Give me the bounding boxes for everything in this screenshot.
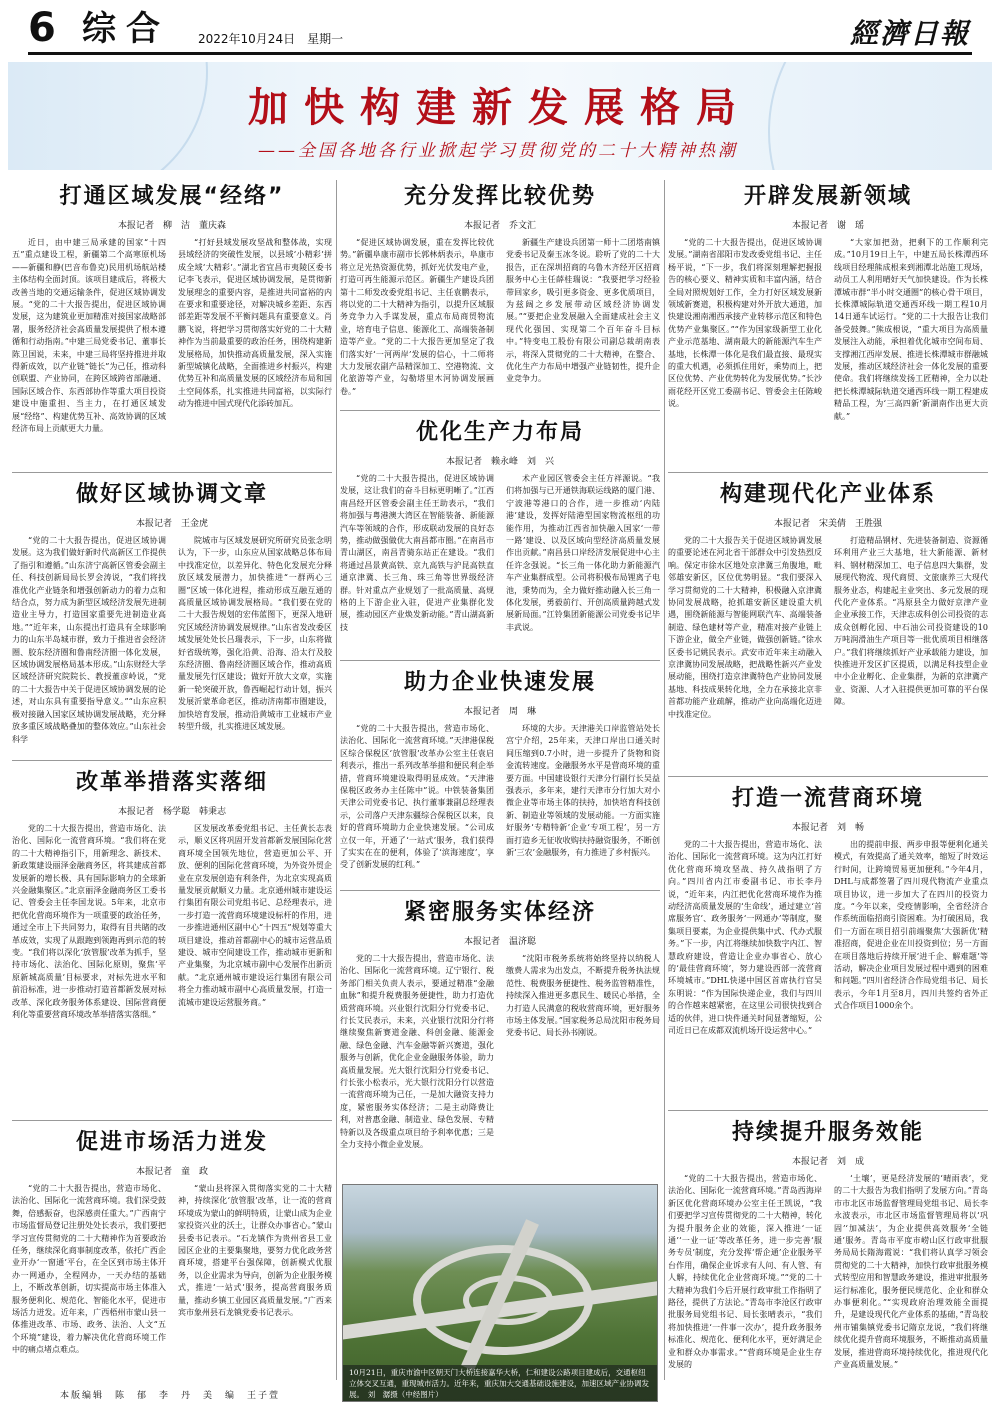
masthead-rule	[28, 52, 972, 55]
banner-title: 加快构建新发展格局	[248, 85, 752, 131]
photo-caption: 10月21日，重庆市渝中区朝天门大桥连接嘉华大桥，仁和建设公路项目建成后，交通枢纽立体交叉互通，重现城市活力。近年来，重庆加大交通基础设施建设，加速区域产业协调发展。 刘 潺摄（中经图片）	[343, 1365, 657, 1401]
article-byline: 本报记者 谢 瑶	[791, 221, 864, 231]
article-byline: 本报记者 童 政	[135, 1167, 208, 1177]
article-byline: 本报记者 赖永峰 刘 兴	[445, 457, 554, 467]
article-byline: 本报记者 宋美倩 王胜强	[773, 519, 882, 529]
issue-date: 2022年10月24日 星期一	[198, 32, 344, 46]
article-text: 近日，由中建三局承建的国家“十四五”重点建设工程，新疆第二个高寒原机场——新疆和静(巴音布鲁克)民用机场航站楼主体结构全面封顶。该项目建成后，将极大改善当地的交通运输条件，促进区域协调发展。“党的二十大报告提出，促进区域协调发展，这为建筑业更加精准对接国家战略部署，服务经济社会高质量发展提供了根本遵循和行动指南。”中建三局党委书记、董事长陈卫国说，未来，中建三局将坚持推进并取得新成效，以产业链“链长”为己任，推动科创联盟、产业协同，在跨区域跨省部融通、国际区域合作、东西部协作等重大项目投资建设中施重担、当主力，在打通区域发展“经络”、构建优势互补、高效协调的区域经济布局上贡献更大力量。	[12, 238, 166, 434]
newspaper-logo: 經濟日報	[849, 17, 970, 50]
article-market-vitality	[12, 1128, 332, 1382]
row-divider	[668, 472, 988, 473]
article-text: “大家加把劲，把剩下的工作顺利完成。”10月19日上午，中建五局长株潭西环线项目经理熊成根来到湘潭北站施工现场，动员工人利用晴好天气加快建设。作为长株潭城市群“半小时交通圈”的核心骨干项目，长株潭城际轨道交通西环线一期工程10月14日通车试运行。“党的二十大报告让我们备受鼓舞。”熊成根说，“重大项目为高质量发展注入动能，承担着优化城市空间布局、支撑湘江西岸发展、推进长株潭城市群融城发展，推动区域经济社会一体化发展的重要使命。我们将继续发扬工匠精神，全力以赴把长株潭城际轨道交通西环线一期工程建成精品工程，为‘三高四新’新湖南作出更大贡献。”	[834, 238, 988, 421]
article-modern-industry	[668, 480, 988, 772]
article-text: 区发展改革委党组书记、主任黄长志表示，顺义区将巩固开发首都新发展国际化营商环境全国领先地位，营造更加公平、开放、便利的国际化营商环境，为外资外贸企业在京发展创造有利条件，为北京实现高质量发展贡献顺义力量。北京通州城市建设运行集团有限公司党组书记、总经理表示，进一步打造一流营商环境建设标杆的作用，进一步推进通州区副中心“十四五”规划等重大项目建设，推动首都副中心的城市运营品质建设、城市空间建设工作，推动城市更新和产业集聚，为北京城市副中心发展作出新贡献。“北京通州城市建设运行集团有限公司将全力推动城市副中心高质量发展，打造一流城市建设运营服务商。”	[178, 824, 332, 1007]
article-title: 优化生产力布局	[415, 420, 584, 445]
article-text: 新疆生产建设兵团第一师十二团塔南镇党委书记及秦玉冰冬说。聆听了党的二十大报告，正在深圳招商的乌鲁木齐经开区招商服务中心主任薛桂瑞说：“我要把学习经验带回家乡，吸引更多资金、更多优质项目，为兹阔之乡发展带动区域经济协调发展。”“要把企业发展融入全面建成社会主义现代化强国、实现第二个百年奋斗目标中。”特变电工股份有限公司副总裁胡南表示，将深入贯彻党的二十大精神，在整合、优化生产力布局中增强产业链韧性，提升企业竞争力。	[506, 238, 660, 384]
row-divider	[12, 472, 332, 473]
article-title: 开辟发展新领域	[743, 184, 912, 209]
article-title: 持续提升服务效能	[731, 1120, 924, 1145]
article-text: 党的二十大报告提出，营造市场化、法治化、国际化一流营商环境。“我们将在党的二十大精神指引下，用新理念、新技术、新政策建设丽泽金融商务区，将其建成首都发展新的增长极、具有国际影响力的全球新兴金融集聚区。”北京丽泽金融商务区工委书记、管委会主任李国龙说。5年来，北京市把优化营商环境作为一项重要的政治任务，通过全市上下共同努力，取得有目共睹的改革成效，实现了从跟跑到领跑再到示范的转变。“我们将以深化‘放管服’改革为抓手，坚持市场化、法治化、国际化原则，聚焦‘平原新城高质量’目标要求，对标先进水平和前沿标准，进一步推动打造首都新发展对标改革、深化政务服务体系建设、国际营商便利化等重要营商环境改革举措落实落细。”	[12, 824, 166, 1020]
article-regional-development	[12, 182, 332, 468]
article-byline: 本报记者 柳 洁 董庆森	[117, 221, 226, 231]
article-real-economy	[340, 898, 660, 1178]
article-regional-coordination	[12, 480, 332, 756]
banner-subtitle: ——全国各地各行业掀起学习贯彻党的二十大精神热潮	[258, 141, 738, 161]
section-name: 综合	[82, 9, 170, 49]
article-byline: 本报记者 乔文汇	[463, 221, 536, 231]
article-new-fields	[668, 182, 988, 468]
article-text: 术产业园区管委会主任方祥源说。“我们将加强与已开通铁海联运线路的厦门港、宁波港等港口的合作，进一步推动‘内陆港’建设，发挥好陆港型国家物流枢纽的功能作用，为推动江西省加快融入国家‘一带一路’建设、以及区域向型经济高质量发展作出贡献。”南昌县口岸经济发展促进中心主任许念强说。“长三角一体化助力新能源汽车产业集群成型。公司将积极布局锂离子电池，秉势而为，全力做好推动融入长三角一体化发展，勇毅前行、开创高质量跨越式发展新局面。”江铃集团新能源公司党委书记毕丰武说。	[506, 474, 660, 632]
column-divider	[664, 180, 665, 1380]
article-text: “党的二十大报告提出，促进区域协调发展。”湖南省邵阳市发改委党组书记、主任杨平说，“下一步，我们将深刻理解把握报告的核心要义、精神实质和丰富内涵，结合全局对照规划好工作，全力打好区域发展新领域新赛道，积极构建对外开放大通道，加快建设湘南湘西承接产业转移示范区和特色优势产业集聚区。”“作为国家级新型工业化产业示范基地、湖南最大的新能源汽车生产基地，长株潭一体化是我们最直接、最现实的重大机遇，必须抓住用好，乘势而上，把区位优势、产业优势转化为发展优势。”长沙雨花经开区党工委副书记、管委会主任陈峻说。	[668, 238, 822, 409]
article-text: 打造精品钢材、先进装备制造、资源循环利用产业三大基地，壮大新能源、新材料、钢材精深加工、电子信息四大集群，发展现代物流、现代商贸、文旅康养三大现代服务业态，构建起主业突出、多元发展的现代化产业体系。“冯原县全力做好京津产业企业承接工作，天津志成科创公司投资的志成众创孵化园、中石油公司投资建设的10万吨润滑油生产项目等一批优质项目相继落户。”我们将继续抓好产业承载能力建设，加快推进开发区扩区提质，以满足科技型企业中小企业孵化、企业集群，为新的京津冀产业、资源、人才入驻提供更加可靠的平台保障。	[834, 536, 988, 707]
row-divider	[12, 1120, 332, 1121]
news-photo	[342, 1184, 658, 1402]
article-text: “促进区域协调发展，重在发挥比较优势。”新疆阜康市副市长郭林炳表示，阜康市将立足光热资源优势，抓好光伏发电产业，打造可再生能源示范区。新疆生产建设兵团第十二师发改委党组书记、主任袁鹏表示，将以党的二十大精神为指引，以提升区域服务竞争力入手谋发展，重点布局商贸物流业，培育电子信息、能源化工、高端装备制造等产业。“党的二十大报告更加坚定了我们落实好‘一河两岸’发展的信心，十二师将大力发展农副产品精深加工、空港物流、文化旅游等产业，勾勒塔里木河协调发展画卷。”	[340, 238, 494, 396]
article-text: 出的提前申报、两步申报等便利化通关模式，有效提高了通关效率，缩短了时效运行时间，让跨境贸易更加便利。”今年4月，DHL与成都签署了四川现代物流产业重点项目协议，进一步加大了在四川的投资力度。“今年以来，受疫情影响，全省经济合作系统面临招商引资困难。为打破困局，我们一方面在项目招引前端聚焦‘大强新优’精准招商，促进企业在川投资到位；另一方面在项目落地后持续开展‘进千企、解难题’等活动，解决企业项目发展过程中遇到的困难和问题。”四川省经济合作局党组书记、局长表示，今年1月至8月，四川共签约省外正式合作项目1000余个。	[834, 840, 988, 1011]
row-divider	[340, 660, 660, 661]
row-divider	[668, 1110, 988, 1111]
article-text: 党的二十大报告关于促进区域协调发展的重要论述在河北省干部群众中引发热烈反响。保定市徐水区地处京津冀三角腹地，毗邻雄安新区，区位优势明显。“我们要深入学习贯彻党的二十大精神，积极融入京津冀协同发展战略，抢抓雄安新区建设重大机遇，围绕新能源与智能网联汽车、高端装备制造、绿色建材等产业，精准对接产业链上下游企业，做全产业链，做强创新链。”徐水区委书记姚民表示。武安市近年来主动融入京津冀协同发展战略，把战略性新兴产业发展动能，围绕打造京津冀特色产业协同发展基地、科技成果转化地，全力在承接北京非首都功能产业疏解，推动产业向高端化迈进中找准定位。	[668, 536, 822, 719]
article-title: 促进市场活力迸发	[75, 1130, 268, 1155]
article-byline: 本报记者 周 琳	[463, 707, 536, 717]
article-text: “党的二十大报告提出，促进区域协调发展，这让我们的奋斗目标更明晰了。”江西南昌经开区管委会副主任王助表示，“我们将加强与粤港澳大湾区在智能装备、新能源汽车等领域的合作，形成联动发展的良好态势，推动做强做优大南昌都市圈。”在南昌市青山湖区，南昌青骑东站正在建设。“我们将通过昌景黄高铁、京九高铁与沪昆高铁直通京津冀、长三角、珠三角等世界级经济群。针对重点产业规划了一批高质量、高规格的上下游企业入驻，促进产业集群化发展，推动园区产业焕发新动能。”青山湖高新技	[340, 474, 494, 632]
article-reform-measures	[12, 768, 332, 1114]
article-text: ‘土壤’，更是经济发展的‘晴雨表’，党的二十大报告为我们指明了发展方向。”青岛市市北区市场监督管理局党组书记、局长李永波表示，市北区市场监督管理局将以‘巩固’‘加减法’，为企业提供高效服务‘全链通’服务。青岛市平度市崂山区行政审批服务局局长隋海霞说：“我们将认真学习领会贯彻党的二十大精神，加快行政审批服务模式转型应用和智慧政务建设，推进审批服务运行标准化，服务便民规范化、企业和群众办事便利化。”“实现政府治理效能全面提升，是建设现代化产业体系的基础，”青岛胶州市铺集镇党委书记隋京龙说，“我们将继续优化提升营商环境服务，不断推动高质量发展，推进营商环境持续优化，推进现代化产业高质量发展。”	[834, 1174, 988, 1370]
article-text: 党的二十大报告提出，营造市场化、法治化、国际化一流营商环境。辽宁银行、税务部门相关负责人表示，要通过精准“金融血脉”和提升税费服务便捷性，助力打造优质营商环境。兴业银行沈阳分行党委书记、行长艾民表示，未来，兴业银行沈阳分行将继续聚焦新赛道金融、科创金融、能源金融、绿色金融、汽车金融等新兴赛道，强化服务与创新，优化企业金融服务体验，助力高质量发展。光大银行沈阳分行党委书记、行长张小松表示，光大银行沈阳分行以营造一流营商环境为己任，一是加大融资支持力度，紧密服务实体经济；二是主动降费让利，对普惠金融、制造业、绿色发展、专精特新以及各级重点项目给予利率优惠；三是全力支持小微企业发展。	[340, 954, 494, 1150]
article-text: “蒙山县将深入贯彻落实党的二十大精神，持续深化‘放管服’改革，让一流的营商环境成为蒙山的鲜明特质，让蒙山成为企业家投资兴业的沃土，让群众办事省心。”蒙山县委书记表示。“石龙镇作为贵州省县工业园区企业的主要集聚地，要努力优化政务营商环境，搭建平台强保障，创新模式优服务，以企业需求为导向，创新为企业服务模式，推进‘一站式’服务，提高营商服务质量，推动乡镇工业园区高质量发展。”广西来宾市象州县石龙镇党委书记表示。	[178, 1184, 332, 1318]
article-title: 做好区域协调文章	[75, 482, 268, 507]
article-text: 环境的大步。天津港关口岸监管站处长宫宁介绍，25年来，天津口岸出口通关时间压缩到0.7小时，进一步提升了货物和资金流转速度。金融服务水平是营商环境的重要方面。中国建设银行天津分行副行长吴益强表示，多年来，建行天津市分行加大对小微企业等市场主体的扶持，加快培育科技创新、制造业等领域的发展动能。一方面实施好服务‘专精特新’企业‘专项工程’，另一方面打造乡无征收收购扶持融资服务，不断创新‘三农’金融服务，有力推进了乡村振兴。	[506, 724, 660, 858]
article-productivity-layout	[340, 418, 660, 656]
article-text: “党的二十大报告提出，营造市场化、法治化、国际化一流营商环境。”青岛西海岸新区优化营商环境办公室主任王凯说，“我们要把学习宣传贯彻党的二十大精神，转化为提升服务企业的效能，深入推进‘一证通’‘一业一证’等改革任务，进一步完善‘服务专员’制度，充分发挥‘帮企通’企业服务平台作用，确保企业诉求有人问、有人管、有人解，持续优化企业营商环境。”“党的二十大精神为我们今后开展行政审批工作指明了路径，提供了方法论。”青岛市李沧区行政审批服务局党组书记、局长张晴表示，“我们将加快推进‘一件事一次办’，提升政务服务标准化、规范化、便利化水平，更好满足企业和群众办事需求。”“营商环境是企业生存发展的	[668, 1174, 822, 1370]
article-byline: 本报记者 刘 成	[791, 1157, 864, 1167]
editor-credits: 本版编辑 陈 郁 李 丹 美 编 王子萱	[60, 1391, 281, 1401]
article-byline: 本报记者 刘 畅	[791, 823, 864, 833]
article-title: 充分发挥比较优势	[403, 184, 596, 209]
article-text: “党的二十大报告提出，营造市场化、法治化、国际化一流营商环境。”天津港保税区综合保税区‘放管服’改革办公室主任袁启利表示，推出一系列改革举措和便民利企举措，营商环境建设取得明显成效。“天津港保税区政务办主任陈中”说。中铁装备集团天津公司党委书记、执行董事兼副总经理表示，公司落户天津东疆综合保税区以来，良好的营商环境助力企业快速发展。“公司成立仅一年，开通了‘一站式’服务，我们获得了实实在在的便利，体验了‘滨海速度’，享受了创新发展的红利。”	[340, 724, 494, 870]
article-title: 打通区域发展“经络”	[59, 184, 285, 209]
article-text: “打好县域发展攻坚战和整体战，实现县域经济的突破性发展，以县域‘小精彩’拼成全域‘大精彩’。”湖北省宜昌市夷陵区委书记李飞表示，促进区域协调发展，是贯彻新发展理念的重要内容，是推进共同富裕的内在要求和重要途径，对解决城乡差距、东西部差距等发展不平衡问题具有重要意义。肖鹏飞说，将把学习贯彻落实好党的二十大精神作为当前最重要的政治任务，围绕构建新发展格局，加快推动高质量发展，深入实施新型城镇化战略，全面推进乡村振兴，构建优势互补和高质量发展的区域经济布局和国土空间体系，扎实推进共同富裕，以实际行动为推进中国式现代化添砖加瓦。	[178, 238, 332, 409]
article-enterprise-growth	[340, 668, 660, 886]
row-divider	[668, 776, 988, 777]
article-text: “沈阳市税务系统将始终坚持以纳税人缴费人需求为出发点，不断提升税务执法规范性、税费服务便捷性、税务监管精准性，持续深入推进更多惠民生、暖民心举措，全力打造人民满意的税收营商环境，更好服务市场主体发展。”国家税务总局沈阳市税务局党委书记、局长孙书刚说。	[506, 954, 660, 1038]
row-divider	[340, 410, 660, 411]
row-divider	[340, 890, 660, 891]
column-divider	[336, 180, 337, 1380]
row-divider	[12, 760, 332, 761]
article-byline: 本报记者 温济聪	[463, 937, 536, 947]
article-title: 紧密服务实体经济	[403, 900, 596, 925]
masthead	[0, 0, 1000, 58]
feature-banner	[8, 62, 992, 170]
article-byline: 本报记者 王金虎	[135, 519, 208, 529]
article-comparative-advantage	[340, 182, 660, 406]
article-title: 改革举措落实落细	[75, 770, 268, 795]
article-text: “党的二十大报告提出，促进区域协调发展。这为我们做好新时代高新区工作提供了指引和遵循。”山东济宁高新区管委会副主任、科技创新局局长罗会涛说，“我们将找准优化产业链条和增强创新动力的着力点和结合点，努力成为新型区域经济发展先进制造业主导力，打造国家重要先进制造业高地。”“近年来，山东提出打造具有全球影响力的山东半岛城市群，致力于推进省会经济圈、胶东经济圈和鲁南经济圈一体化发展，区域协调发展格局基本形成。”山东财经大学区域经济研究院院长、教授董彦岭说，“党的二十大报告中关于促进区域协调发展的论述，对山东具有重要指导意义。”“山东应积极对接融入国家区域协调发展战略，充分释放多重区域战略叠加的整体效应。”山东社会科学	[12, 536, 166, 744]
article-text: 党的二十大报告提出，营造市场化、法治化、国际化一流营商环境。这为内江打好优化营商环境攻坚战、持久战指明了方向。”四川省内江市委副书记、市长李丹说，“近年来，内江把优化营商环境作为推动经济高质量发展的‘生命线’，通过建立‘首席服务官’、政务服务‘一网通办’等制度，聚集项目要素，为企业提供集中式、代办式服务。”下一步，内江将继续加快数字内江、智慧政府建设，营造让企业办事省心、放心的‘最佳营商环境’，努力建设西部一流营商环境城市。”DHL快递中国区首席执行官吴东明说：“作为国际快递企业，我们与四川的合作越来越紧密，在这里公司很快找到合适的伙伴，进口快件通关时间显著缩短，公司近日已在成都双流机场开设运营中心。”	[668, 840, 822, 1036]
article-service-efficiency	[668, 1118, 988, 1408]
page-number: 6	[28, 5, 56, 51]
article-business-environment	[668, 784, 988, 1106]
article-title: 构建现代化产业体系	[719, 482, 936, 507]
article-title: 助力企业快速发展	[403, 670, 596, 695]
article-title: 打造一流营商环境	[731, 786, 924, 811]
article-text: “党的二十大报告提出，营造市场化、法治化、国际化一流营商环境。我们深受鼓舞，倍感振奋，也深感责任重大。”广西南宁市场监督局登记注册处处长表示，我们要把学习宣传贯彻党的二十大精神作为首要政治任务，继续深化商事制度改革，依托广西企业开办‘一窗通’平台，在全区到市场主体开办一网通办，全程网办，一天办结的基础上，不断改革创新，切实提高市场主体准入服务便利化、规范化、智能化水平，促进市场活力迸发。近年来，广西梧州市蒙山县一体推进改革、市场、政务、法治、人文“五个环境”建设，着力解决优化营商环境工作中的痛点堵点难点。	[12, 1184, 166, 1355]
article-text: 院城市与区域发展研究所研究员张念明认为，下一步，山东应从国家战略总体布局中找准定位，以差异化、特色化发展充分释放区域发展潜力，加快推进“一群两心三圈”区域一体化进程，推动形成互融互通的高质量区域协调发展格局。“我们要在党的二十大报告规划的宏伟蓝图下，更深入地研究区域经济协调发展规律。”山东省发改委区域发展处处长吕瑞表示，下一步，山东将做好省级统筹，强化沿黄、沿海、沿太行及胶东经济圈、鲁南经济圈区域合作，推动高质量发展先行区建设；做好开放大文章，实施新一轮突破开放，鲁西崛起行动计划，振兴发展沂蒙革命老区，推动济南都市圈建设，加快培育发展，推动沿黄城市工业城市产业转型升级，扎实推进区域发展。	[178, 536, 332, 732]
article-byline: 本报记者 杨学聪 韩秉志	[117, 807, 226, 817]
